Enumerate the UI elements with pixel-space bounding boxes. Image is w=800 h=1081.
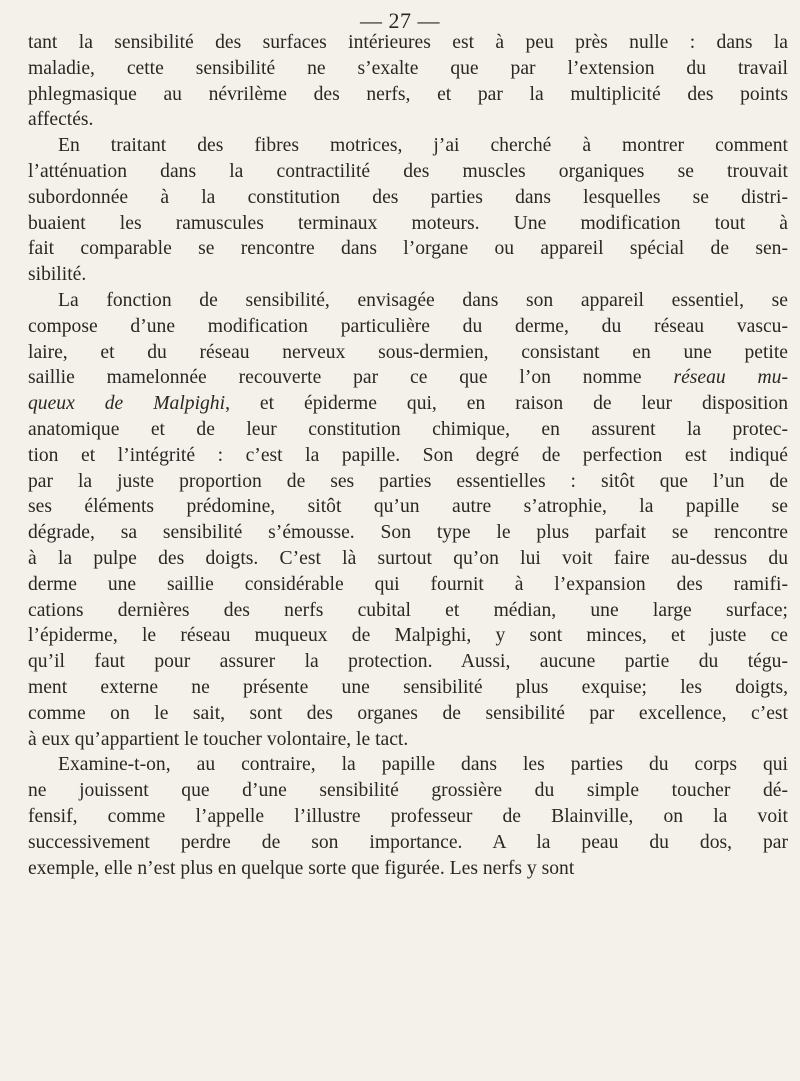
text-line: compose d’une modification particulière du derme, du réseau vascu- xyxy=(28,315,788,337)
text-line: buaient les ramuscules terminaux moteurs. Une modification tout à xyxy=(28,212,788,234)
text-line: par la juste proportion de ses parties essentielles : sitôt que l’un de xyxy=(28,470,788,492)
text-line: sibilité. xyxy=(28,264,87,286)
text-line: ment externe ne présente une sensibilité plus exquise; les doigts, xyxy=(28,676,788,698)
text-line: cations dernières des nerfs cubital et médian, une large surface; xyxy=(28,599,788,621)
text-line: à la pulpe des doigts. C’est là surtout qu’on lui voit faire au-dessus du xyxy=(28,547,788,569)
text-line: Examine-t-on, au contraire, la papille dans les parties du corps qui xyxy=(58,754,788,776)
text-line: ne jouissent que d’une sensibilité grossière du simple toucher dé- xyxy=(28,780,788,802)
text-line: exemple, elle n’est plus en quelque sorte que figurée. Les nerfs y sont xyxy=(28,857,575,879)
text-line: à eux qu’appartient le toucher volontaire, le tact. xyxy=(28,728,409,750)
italic-term: réseau mu- xyxy=(673,367,788,389)
text-line: affectés. xyxy=(28,109,94,131)
text-line: dégrade, sa sensibilité s’émousse. Son type le plus parfait se rencontre xyxy=(28,522,788,544)
text-line: l’atténuation dans la contractilité des muscles organiques se trouvait xyxy=(28,160,788,182)
text-line: successivement perdre de son importance. A la peau du dos, par xyxy=(28,831,788,853)
text-line: fait comparable se rencontre dans l’organe ou appareil spécial de sen- xyxy=(28,238,788,260)
page-number: — 27 — xyxy=(360,8,440,33)
text-line: tion et l’intégrité : c’est la papille. Son degré de perfection est indiqué xyxy=(28,444,788,466)
text-line: En traitant des fibres motrices, j’ai cherché à montrer comment xyxy=(58,135,788,157)
text-line: phlegmasique au névrilème des nerfs, et par la multiplicité des points xyxy=(28,83,788,105)
text-line: La fonction de sensibilité, envisagée dans son appareil essentiel, se xyxy=(58,289,788,311)
paragraph xyxy=(28,752,788,881)
page-body-text xyxy=(28,30,788,881)
text-line: comme on le sait, sont des organes de sensibilité par excellence, c’est xyxy=(28,702,788,724)
italic-term: queux de Malpighi xyxy=(28,393,226,415)
text-line: laire, et du réseau nerveux sous-dermien, consistant en une petite xyxy=(28,341,788,363)
text-line: subordonnée à la constitution des parties dans lesquelles se distri- xyxy=(28,186,788,208)
text-line: derme une saillie considérable qui fournit à l’expansion des ramifi- xyxy=(28,573,788,595)
text-line: anatomique et de leur constitution chimique, en assurent la protec- xyxy=(28,418,788,440)
text-line: fensif, comme l’appelle l’illustre professeur de Blainville, on la voit xyxy=(28,805,788,827)
text-line: maladie, cette sensibilité ne s’exalte que par l’extension du travail xyxy=(28,57,788,79)
text-line: l’épiderme, le réseau muqueux de Malpighi, y sont minces, et juste ce xyxy=(28,625,788,647)
text-line: ses éléments prédomine, sitôt qu’un autre s’atrophie, la papille se xyxy=(28,496,788,518)
paragraph xyxy=(28,30,788,133)
text-line: tant la sensibilité des surfaces intérieures est à peu près nulle : dans la xyxy=(28,32,788,53)
text-line: qu’il faut pour assurer la protection. Aussi, aucune partie du tégu- xyxy=(28,651,788,673)
text-line: saillie mamelonnée recouverte par ce que l’on nomme réseau mu- xyxy=(28,367,788,389)
paragraph xyxy=(28,133,788,288)
text-line: queux de Malpighi, et épiderme qui, en raison de leur disposition xyxy=(28,393,788,415)
paragraph xyxy=(28,288,788,752)
